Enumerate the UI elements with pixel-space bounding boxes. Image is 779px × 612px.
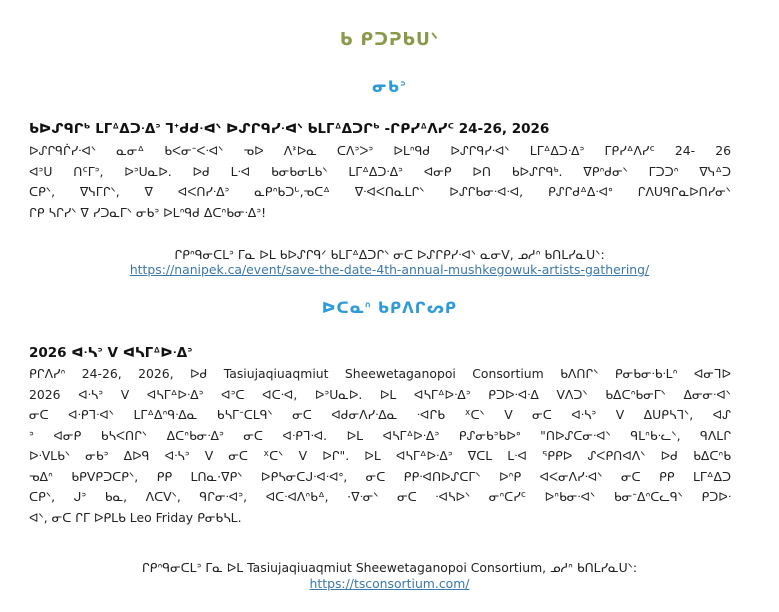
body-line: ᐊᐣᑌ ᑎᑦᒥᐣ, ᐅᐣᑌᓇᐅ. ᐅᑯ ᒪᐧᐊ ᑲᓂᑲᓂᒪᑲᐠ ᒪᒥᐞᐃᑐᐧᐃᐣ ᐊᓂᑭ ᐅᑎ ᑲᐅᔑᒋᑫᒃ. ᐁᑭᐢᑯᓂᐠ ᒥᑐᑐᐢ ᐁᓭᐞᑐ bbox=[29, 163, 731, 179]
section-heading-news: ᓂᑲᐣ bbox=[372, 78, 407, 96]
article-title-artists-gathering: ᑲᐅᔑᑫᒋᒃ ᒪᒥᐞᐃᑐᐧᐃᐣ ᒣᕀᑯᑯᐧᐊᐠ ᐅᔑᒋᑫᓯᐧᐊᐠ ᑲᒪᒥᐞᐃᑐᒋᒃ -ᒋᑭᓯᐞᐱᓯᑦ 24-26, 2026 bbox=[29, 121, 550, 137]
body-line: 2026 ᐊᐧᓴᐣ ᐯ ᐊᓴᒥᐞᐅᐧᐃᐣ ᐊᐣᑕ ᐊᑕᐧᐊ, ᐅᐣᑌᓇᐅ. ᐅᒪ ᐊᓴᒥᐞᐅᐧᐃᐣ ᑭᑐᐅᐧᐊᐧᐃ ᐯᐱᑐᐠ ᑲᐃᑕᐢᑲᓂᒥᐠ ᐃᓂᓂᐧᐊᐠ bbox=[29, 386, 731, 402]
body-line: ᐣ ᐊᓂᑭ ᑲᓴᐸᑎᒋᐠ ᐃᑕᐢᑲᓂᐧᐃᐣ ᓂᑕ ᐊᐧᑭᒣᐧᐊ. ᐅᒪ ᐊᓴᒥᐞᐅᐧᐃᐣ ᑭᔑᓂᑲᐣᑲᐅᐤ "ᑎᐅᔑᑕᓂᐧᐊᐠ ᑫᒪᐢᑲᐧᓚᐠ, ᑫᐱᒪᒋ bbox=[29, 427, 731, 443]
link-container bbox=[0, 576, 779, 592]
section-heading-art-news: ᐅᑕᓇᐢ ᑲᑭᐱᒋᔕᑭ bbox=[321, 299, 458, 317]
article-title-conference: 2026 ᐊᐧᓴᐣ ᐯ ᐊᓴᒥᐞᐅᐧᐃᐣ bbox=[29, 345, 193, 361]
article-body-conference bbox=[29, 364, 731, 528]
body-line: ᑕᑭᐠ, ᒍᐣ ᑲᓇ, ᐱᑕᐯᐠ, ᑫᒋᓂᐧᐊᐣ, ᐊᑕᐧᐊᐱᐢᑲᐞ, ·ᐁᐧᓂᐠ ᓂᑕ ᐧᐊᓴᐅᐠ ᓂᐢᑕᓯᑦ ᐅᐢᑲᓂᐧᐊᐠ ᑲᓂᐨᐃᐢᑕᓚᑫᐠ ᑭᑐᐅᐧ bbox=[29, 489, 731, 504]
article-body-artists-gathering bbox=[29, 141, 731, 223]
link-container bbox=[0, 262, 779, 278]
body-line: ᑭᒋᐱᓯᐢ 24-26, 2026, ᐅᑯ Tasiujaqiuaqmiut Sheewetaganopoi Consortium ᑲᐱᑎᒋᐠ ᑭᓂᑲᓂᐧᑲᐧᒪᐢ ᐊᓂᒣᐅ bbox=[29, 366, 731, 381]
body-line: ᑕᑭᐠ, ᐁᓭᒥᒋᐠ, ᐁ ᐊᐸᑎᓯᐧᐃᐣ ᓇᑭᐢᑲᑐᒡ,ᓀᑕᐞ ᐁᐧᐊᐸᑎᓇᒪᒋᐠ ᐅᔑᒋᑲᓂᐧᐊᐧᐊ, ᑭᔑᒋᑯᐞᐃᐧᐊᐤ ᒋᐱᑌᑫᒋᓇᐅᑎᓯᓂᐠ bbox=[29, 184, 731, 199]
share-line-tsconsortium: ᒋᑭᐢᑫᓂᑕᒪᐣ ᒥᓇ ᐅᒪ Tasiujaqiuaqmiut Sheewetaganopoi Consortium, ᓄᓱᐢ ᑲᑎᒪᓯᓇᑌᐠ: bbox=[141, 560, 638, 575]
share-line-nanipek: ᒋᑭᐢᑫᓂᑕᒪᐣ ᒥᓇ ᐅᒪ ᑲᐅᔑᒋᑫᐟ ᑲᒪᒥᐞᐃᑐᒋᐠ ᓂᑕ ᐅᔑᒋᑭᓯᐧᐊᐠ ᓇᓂᐯ, ᓄᓱᐢ ᑲᑎᒪᓯᓇᑌᐠ: bbox=[174, 247, 605, 262]
page-title: ᑲ ᑭᑐᕈᑲᑌᐠ bbox=[339, 30, 440, 50]
body-line: ᓀᐃᐢ ᑲᑭᐯᑭᑐᑕᑭᐠ, ᑭᑭ ᒪᑎᓇ·ᐁᑭᐠ ᐅᑭᓴᓂᑕᒍᐧᐊᐧᐊᐤ, ᓂᑕ ᑭᑭᐧᐊᑎᐅᔑᑕᒥᐠ ᐅᐢᑭ ᐊᐸᓂᐱᓯᐧᐊᐠ ᓂᑕ ᑭᑭ ᒪᒥᐞᐃᑐ bbox=[29, 468, 731, 484]
body-line: ᓂᑕ ᐊᐧᑭᒣᐧᐊᐠ ᒪᒥᐞᐃᐢᑫᐧᐃᓇ ᑲᓴᒥᐨᑕᒪᑫᐠ ᓂᑕ ᐊᑯᓂᐱᓯᐧᐃᓇ ᐧᐊᒋᑲ ᕽᑕᐠ ᐯ ᓂᑕ ᐊᐧᓴᐣ ᐯ ᐃᑌᑭᓴᒣᐠ, ᐊᔑ bbox=[29, 407, 731, 422]
tsconsortium-link[interactable]: https://tsconsortium.com/ bbox=[309, 576, 470, 591]
body-line: ᐅᔑᒋᑫᒌᓯᐧᐊᐠ ᓇᓂᐞ ᑲᐸᓂᐨᐸᐧᐊᐠ ᓀᐅ ᐱᕑᐅᓇ ᑕᐱᐣᐳᐣ ᐅᒪᐢᑫᑯ ᐅᔑᒋᑫᓯᐧᐊᐠ ᒪᒥᐞᐃᑐᐧᐃᐣ ᒥᑭᓯᐞᐱᓯᑦ 24- 26 bbox=[29, 143, 731, 158]
body-line: ᐊᐠ, ᓂᑕ ᒋᒥ ᐅᑭᒪᑲ Leo Friday ᑭᓂᑲᓴᒪ. bbox=[29, 509, 242, 525]
body-line: ᐅᐧᐯᒪᑲᐠ ᓂᑲᐣ ᐃᐅᑫ ᐊᐧᓴᐣ ᐯ ᓂᑕ ᕽᑕᐠ ᐯ ᐅᒋ". ᐅᒪ ᐊᓴᒥᐞᐅᐧᐃᐣ ᐁᑕᒪ ᒪᐧᐊ ᕿᑭᐅ ᔑᐸᑭᑎᐊᐱᐠ ᐅᑯ ᑲᐃᑕᐢᑲ bbox=[29, 448, 731, 463]
nanipek-event-link[interactable]: https://nanipek.ca/event/save-the-date-4th-annual-mushkegowuk-artists-gathering/ bbox=[129, 262, 650, 277]
body-line: ᒋᑭ ᓴᒋᓯᐠ ᐁ ᓯᑐᓇᒥᐠ ᓂᑲᐣ ᐅᒪᐢᑫᑯ ᐃᑕᐢᑲᓂᐧᐃᐣ! bbox=[29, 204, 267, 220]
